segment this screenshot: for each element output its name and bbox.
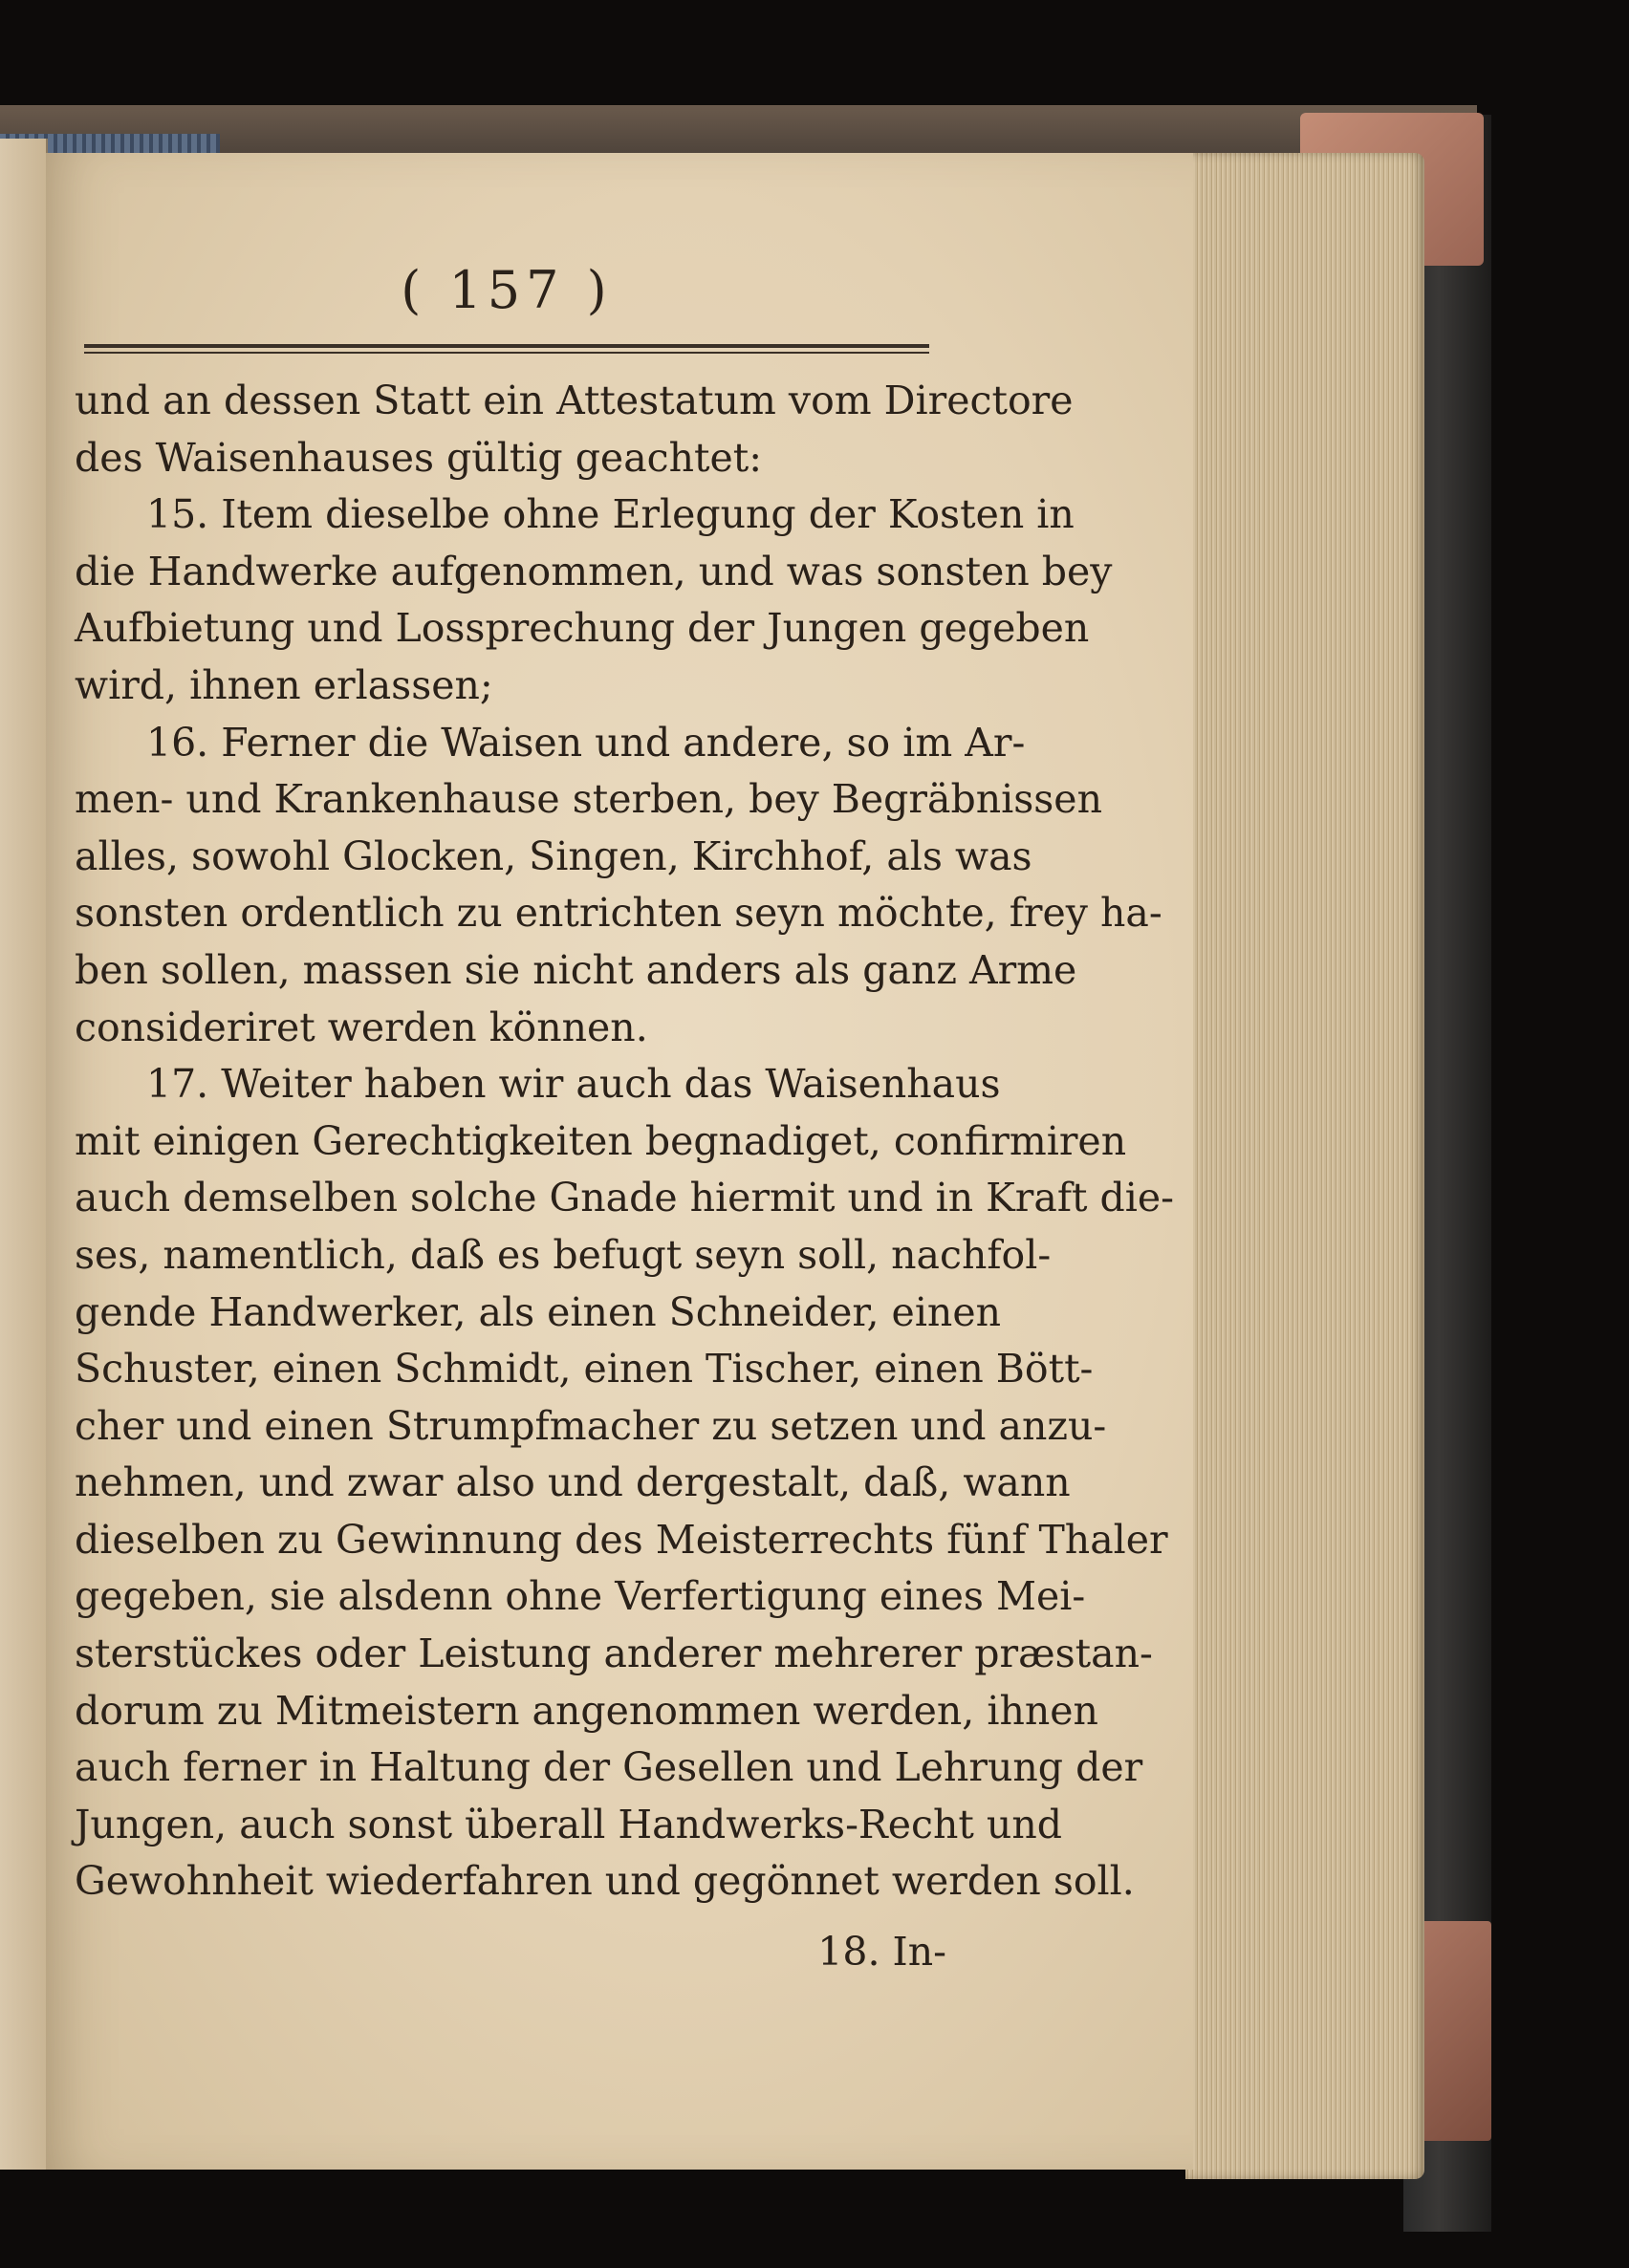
text-line: consideriret werden können. xyxy=(75,1004,648,1050)
text-line: und an dessen Statt ein Attestatum vom Directore xyxy=(75,378,1074,423)
text-line: alles, sowohl Glocken, Singen, Kirchhof, als was xyxy=(75,832,1032,879)
text-line: Gewohnheit wiederfahren und gegönnet werden soll. xyxy=(75,1858,1135,1905)
text-line: wird, ihnen erlassen; xyxy=(75,661,493,708)
text-line: sterstückes oder Leistung anderer mehrerer præstan- xyxy=(75,1631,1153,1677)
text-line: Jungen, auch sonst überall Handwerks-Recht und xyxy=(75,1801,1062,1847)
text-line: dieselben zu Gewinnung des Meisterrechts fünf Thaler xyxy=(75,1516,1168,1563)
text-line: Schuster, einen Schmidt, einen Tischer, einen Bött- xyxy=(75,1346,1094,1393)
page-number: ( 157 ) xyxy=(401,260,613,320)
text-line: gegeben, sie alsdenn ohne Verfertigung eines Mei- xyxy=(75,1573,1086,1620)
catchword: 18. In- xyxy=(817,1929,946,1975)
page-block-edge xyxy=(1185,153,1424,2179)
text-line: cher und einen Strumpfmacher zu setzen und anzu- xyxy=(75,1402,1107,1449)
page-body-text xyxy=(75,373,1175,1911)
text-line: ben sollen, massen sie nicht anders als ganz Arme xyxy=(75,946,1077,993)
text-line: sonsten ordentlich zu entrichten seyn möchte, frey ha- xyxy=(75,890,1162,937)
text-line: auch ferner in Haltung der Gesellen und Lehrung der xyxy=(75,1744,1143,1791)
text-line: ses, namentlich, daß es befugt seyn soll, nachfol- xyxy=(75,1231,1052,1278)
previous-page-edge xyxy=(0,139,48,2170)
text-line: des Waisenhauses gültig geachtet: xyxy=(75,434,763,481)
text-line: nehmen, und zwar also und dergestalt, daß, wann xyxy=(75,1459,1071,1506)
text-line: 15. Item dieselbe ohne Erlegung der Kosten in xyxy=(146,491,1075,538)
text-line: 17. Weiter haben wir auch das Waisenhaus xyxy=(146,1061,1001,1108)
header-rule xyxy=(84,344,929,354)
text-line: dorum zu Mitmeistern angenommen werden, ihnen xyxy=(75,1687,1098,1734)
text-line: gende Handwerker, als einen Schneider, einen xyxy=(75,1288,1002,1335)
text-line: men- und Krankenhause sterben, bey Begräbnissen xyxy=(75,776,1102,823)
text-line: mit einigen Gerechtigkeiten begnadiget, confirmiren xyxy=(75,1117,1127,1164)
text-line: 16. Ferner die Waisen und andere, so im Ar- xyxy=(146,719,1026,766)
text-line: Aufbietung und Lossprechung der Jungen gegeben xyxy=(75,605,1090,652)
text-line: auch demselben solche Gnade hiermit und in Kraft die- xyxy=(75,1175,1175,1221)
text-line: die Handwerke aufgenommen, und was sonsten bey xyxy=(75,548,1113,594)
